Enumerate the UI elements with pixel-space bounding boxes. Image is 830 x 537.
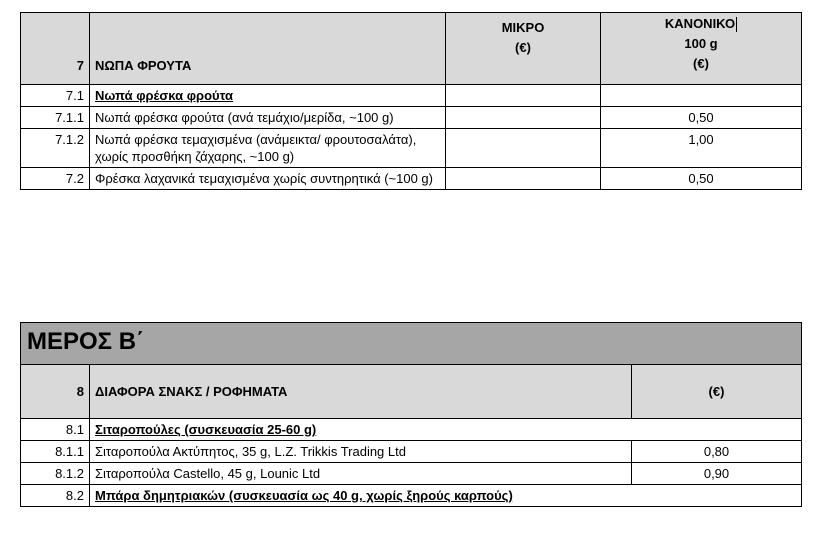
row-regular-price: 0,50 xyxy=(601,168,802,190)
table-row xyxy=(21,419,802,441)
table-row xyxy=(21,85,802,107)
row-description: Φρέσκα λαχανικά τεμαχισμένα χωρίς συντηρητικά (~100 g) xyxy=(90,168,446,190)
row-price: 0,90 xyxy=(632,463,802,485)
table-row xyxy=(21,485,802,507)
column-header-regular-label: ΚΑΝΟΝΙΚΟ xyxy=(664,16,736,31)
table-header-row xyxy=(21,365,802,419)
row-description: Σιταροπούλα Castello, 45 g, Lounic Ltd xyxy=(90,463,632,485)
row-number: 7.1 xyxy=(21,85,90,107)
column-header-small-label: ΜΙΚΡΟ xyxy=(501,20,545,35)
row-small-price xyxy=(446,107,601,129)
column-header-small xyxy=(446,13,601,85)
row-description: Σιταροπούλες (συσκευασία 25-60 g) xyxy=(90,419,802,441)
column-header-regular-unit: (€) xyxy=(693,56,709,72)
column-header-regular-size: 100 g xyxy=(684,36,718,52)
section-number: 8 xyxy=(21,365,90,419)
table-header-row xyxy=(21,13,802,85)
table-row xyxy=(21,107,802,129)
table-row xyxy=(21,168,802,190)
row-description: Νωπά φρέσκα φρούτα (ανά τεμάχιο/μερίδα, ~100 g) xyxy=(90,107,446,129)
row-number: 8.1 xyxy=(21,419,90,441)
fresh-fruit-table xyxy=(20,12,802,190)
row-description: Σιταροπούλα Ακτύπητος, 35 g, L.Z. Trikkis Trading Ltd xyxy=(90,441,632,463)
row-description: Μπάρα δημητριακών (συσκευασία ως 40 g, χωρίς ξηρούς καρπούς) xyxy=(90,485,802,507)
row-number: 7.1.2 xyxy=(21,129,90,168)
row-small-price xyxy=(446,168,601,190)
row-description: Νωπά φρέσκα τεμαχισμένα (ανάμεικτα/ φρουτοσαλάτα), χωρίς προσθήκη ζάχαρης, ~100 g) xyxy=(90,129,446,168)
row-small-price xyxy=(446,129,601,168)
table-row xyxy=(21,441,802,463)
row-description: Νωπά φρέσκα φρούτα xyxy=(90,85,446,107)
row-regular-price xyxy=(601,85,802,107)
column-header-small-unit: (€) xyxy=(515,40,531,55)
part-title: ΜΕΡΟΣ Β΄ xyxy=(21,323,802,365)
text-cursor xyxy=(736,17,737,32)
row-number: 8.1.2 xyxy=(21,463,90,485)
section-number: 7 xyxy=(21,13,90,85)
row-regular-price: 0,50 xyxy=(601,107,802,129)
column-header-regular xyxy=(601,13,802,85)
row-price: 0,80 xyxy=(632,441,802,463)
section-title: ΝΩΠΑ ΦΡΟΥΤΑ xyxy=(90,13,446,85)
table-row xyxy=(21,129,802,168)
snacks-table xyxy=(20,322,802,507)
table-row xyxy=(21,463,802,485)
part-title-row xyxy=(21,323,802,365)
row-regular-price: 1,00 xyxy=(601,129,802,168)
row-number: 7.1.1 xyxy=(21,107,90,129)
row-number: 8.2 xyxy=(21,485,90,507)
row-number: 8.1.1 xyxy=(21,441,90,463)
row-number: 7.2 xyxy=(21,168,90,190)
row-small-price xyxy=(446,85,601,107)
section-title: ΔΙΑΦΟΡΑ ΣΝΑΚΣ / ΡΟΦΗΜΑΤΑ xyxy=(90,365,632,419)
column-header-price: (€) xyxy=(632,365,802,419)
